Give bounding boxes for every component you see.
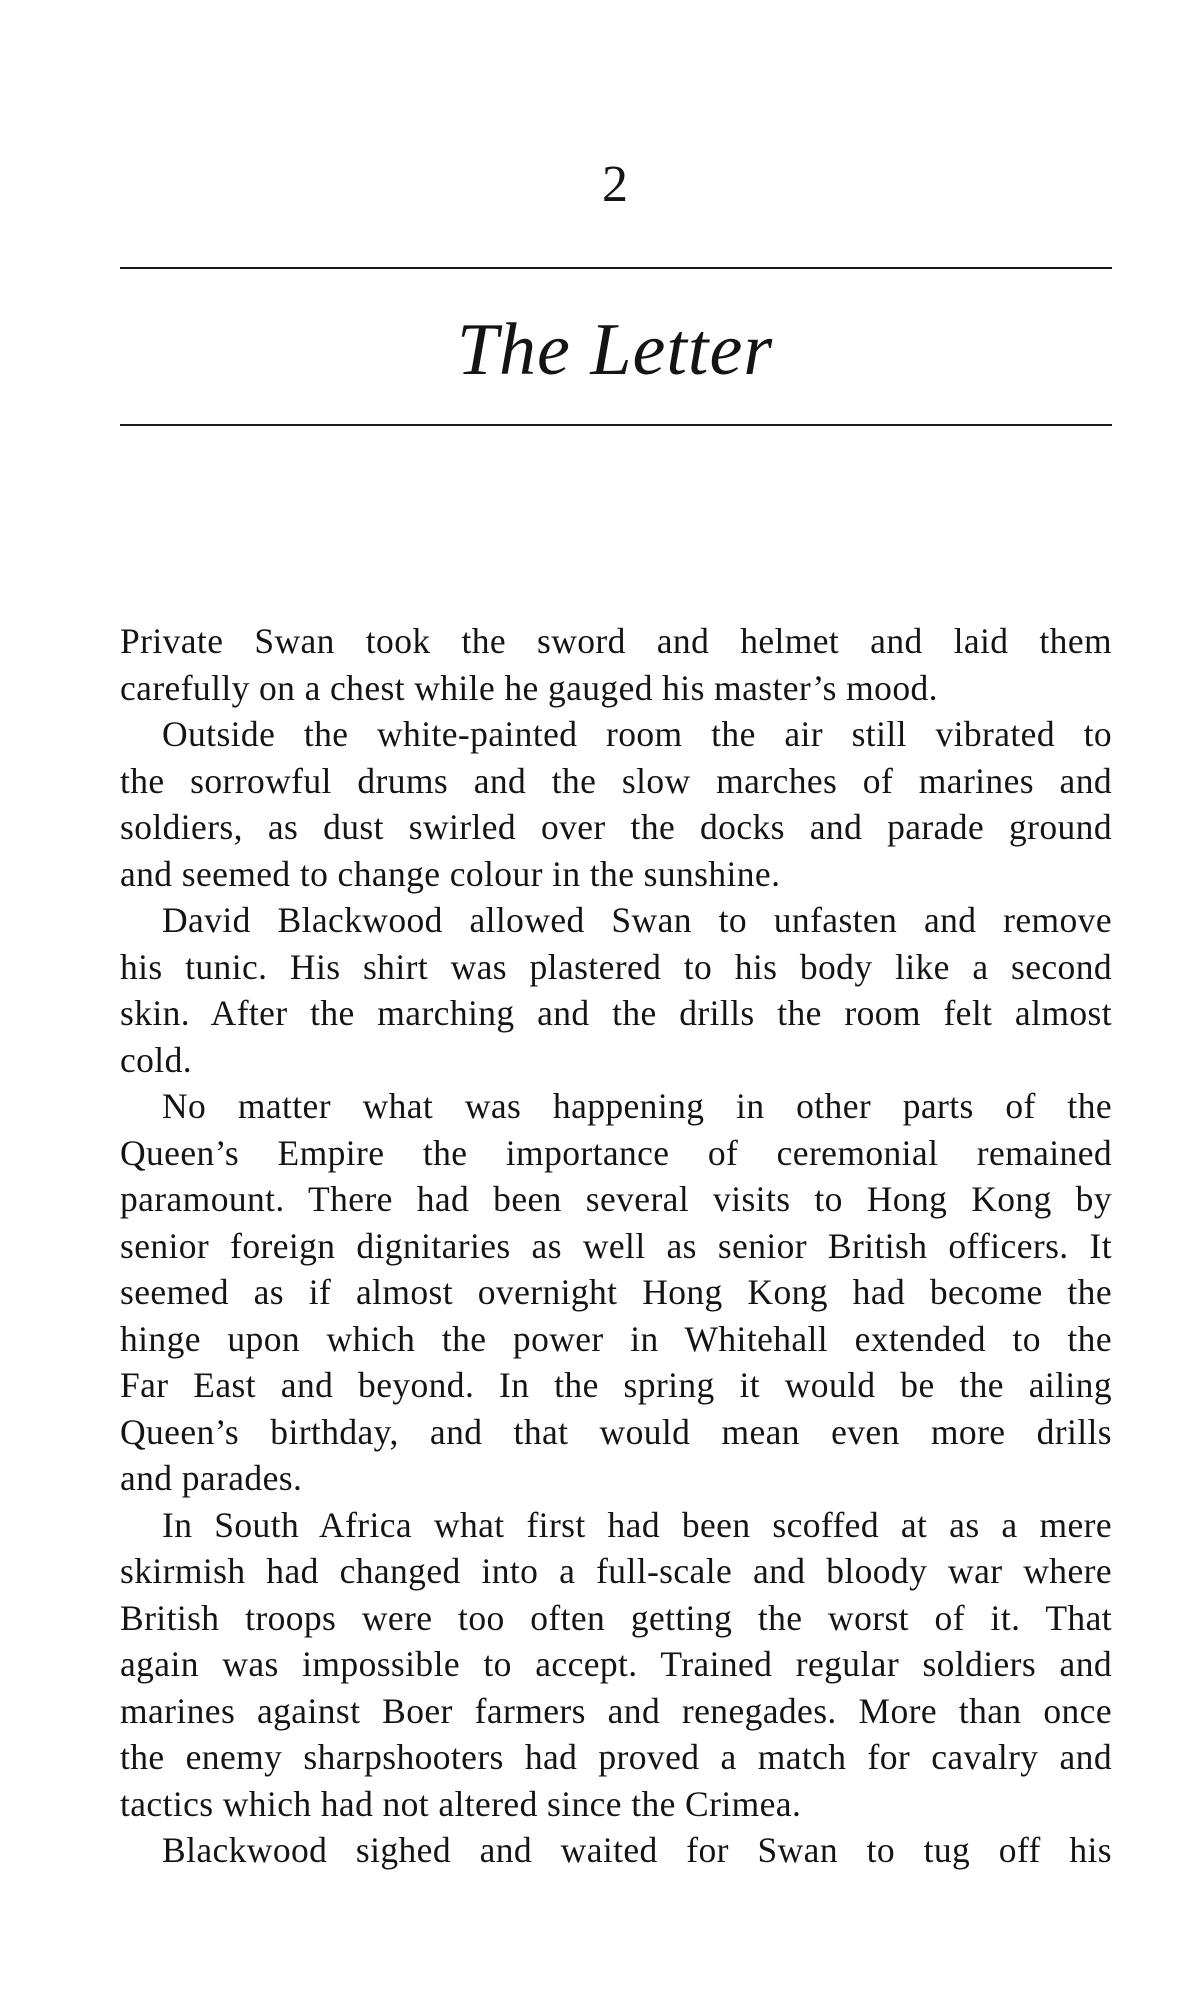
text-line: the enemy sharpshooters had proved a match for cavalry and <box>120 1737 1112 1777</box>
text-line: soldiers, as dust swirled over the docks and parade ground <box>120 807 1112 847</box>
text-line: Queen’s Empire the importance of ceremonial remained <box>120 1132 1112 1173</box>
text-line: British troops were too often getting the worst of it. That <box>120 1597 1112 1638</box>
text-line: again was impossible to accept. Trained regular soldiers and <box>120 1644 1112 1684</box>
text-line: In South Africa what first had been scoffed at as a mere <box>162 1504 1112 1545</box>
text-line: marines against Boer farmers and renegades. More than once <box>120 1690 1112 1731</box>
text-line: Queen’s birthday, and that would mean even more drills <box>120 1411 1112 1452</box>
text-line: the sorrowful drums and the slow marches of marines and <box>120 760 1112 801</box>
bottom-rule <box>120 424 1112 426</box>
text-line: No matter what was happening in other parts of the <box>162 1086 1112 1126</box>
chapter-title: The Letter <box>456 309 774 391</box>
text-line: senior foreign dignitaries as well as senior British officers. It <box>120 1225 1112 1266</box>
text-line: skirmish had changed into a full-scale and bloody war where <box>120 1551 1112 1591</box>
text-line: cold. <box>120 1039 192 1080</box>
text-line: Private Swan took the sword and helmet and laid them <box>120 621 1112 661</box>
text-line: Outside the white-painted room the air still vibrated to <box>162 714 1112 754</box>
text-line: carefully on a chest while he gauged his master’s mood. <box>120 667 938 708</box>
text-line: Far East and beyond. In the spring it would be the ailing <box>120 1365 1112 1405</box>
text-line: and seemed to change colour in the sunshine. <box>120 853 781 894</box>
text-line: skin. After the marching and the drills the room felt almost <box>120 993 1112 1033</box>
text-line: hinge upon which the power in Whitehall extended to the <box>120 1318 1112 1359</box>
top-rule <box>120 267 1112 269</box>
text-line: and parades. <box>120 1458 303 1498</box>
text-line: his tunic. His shirt was plastered to his body like a second <box>120 946 1112 987</box>
text-line: paramount. There had been several visits to Hong Kong by <box>120 1179 1112 1219</box>
chapter-number: 2 <box>602 156 628 213</box>
text-line: tactics which had not altered since the Crimea. <box>120 1783 802 1824</box>
body-text <box>120 618 1112 1874</box>
text-line: seemed as if almost overnight Hong Kong had become the <box>120 1272 1112 1312</box>
text-line: David Blackwood allowed Swan to unfasten and remove <box>162 900 1112 940</box>
text-line: Blackwood sighed and waited for Swan to tug off his <box>162 1830 1112 1870</box>
